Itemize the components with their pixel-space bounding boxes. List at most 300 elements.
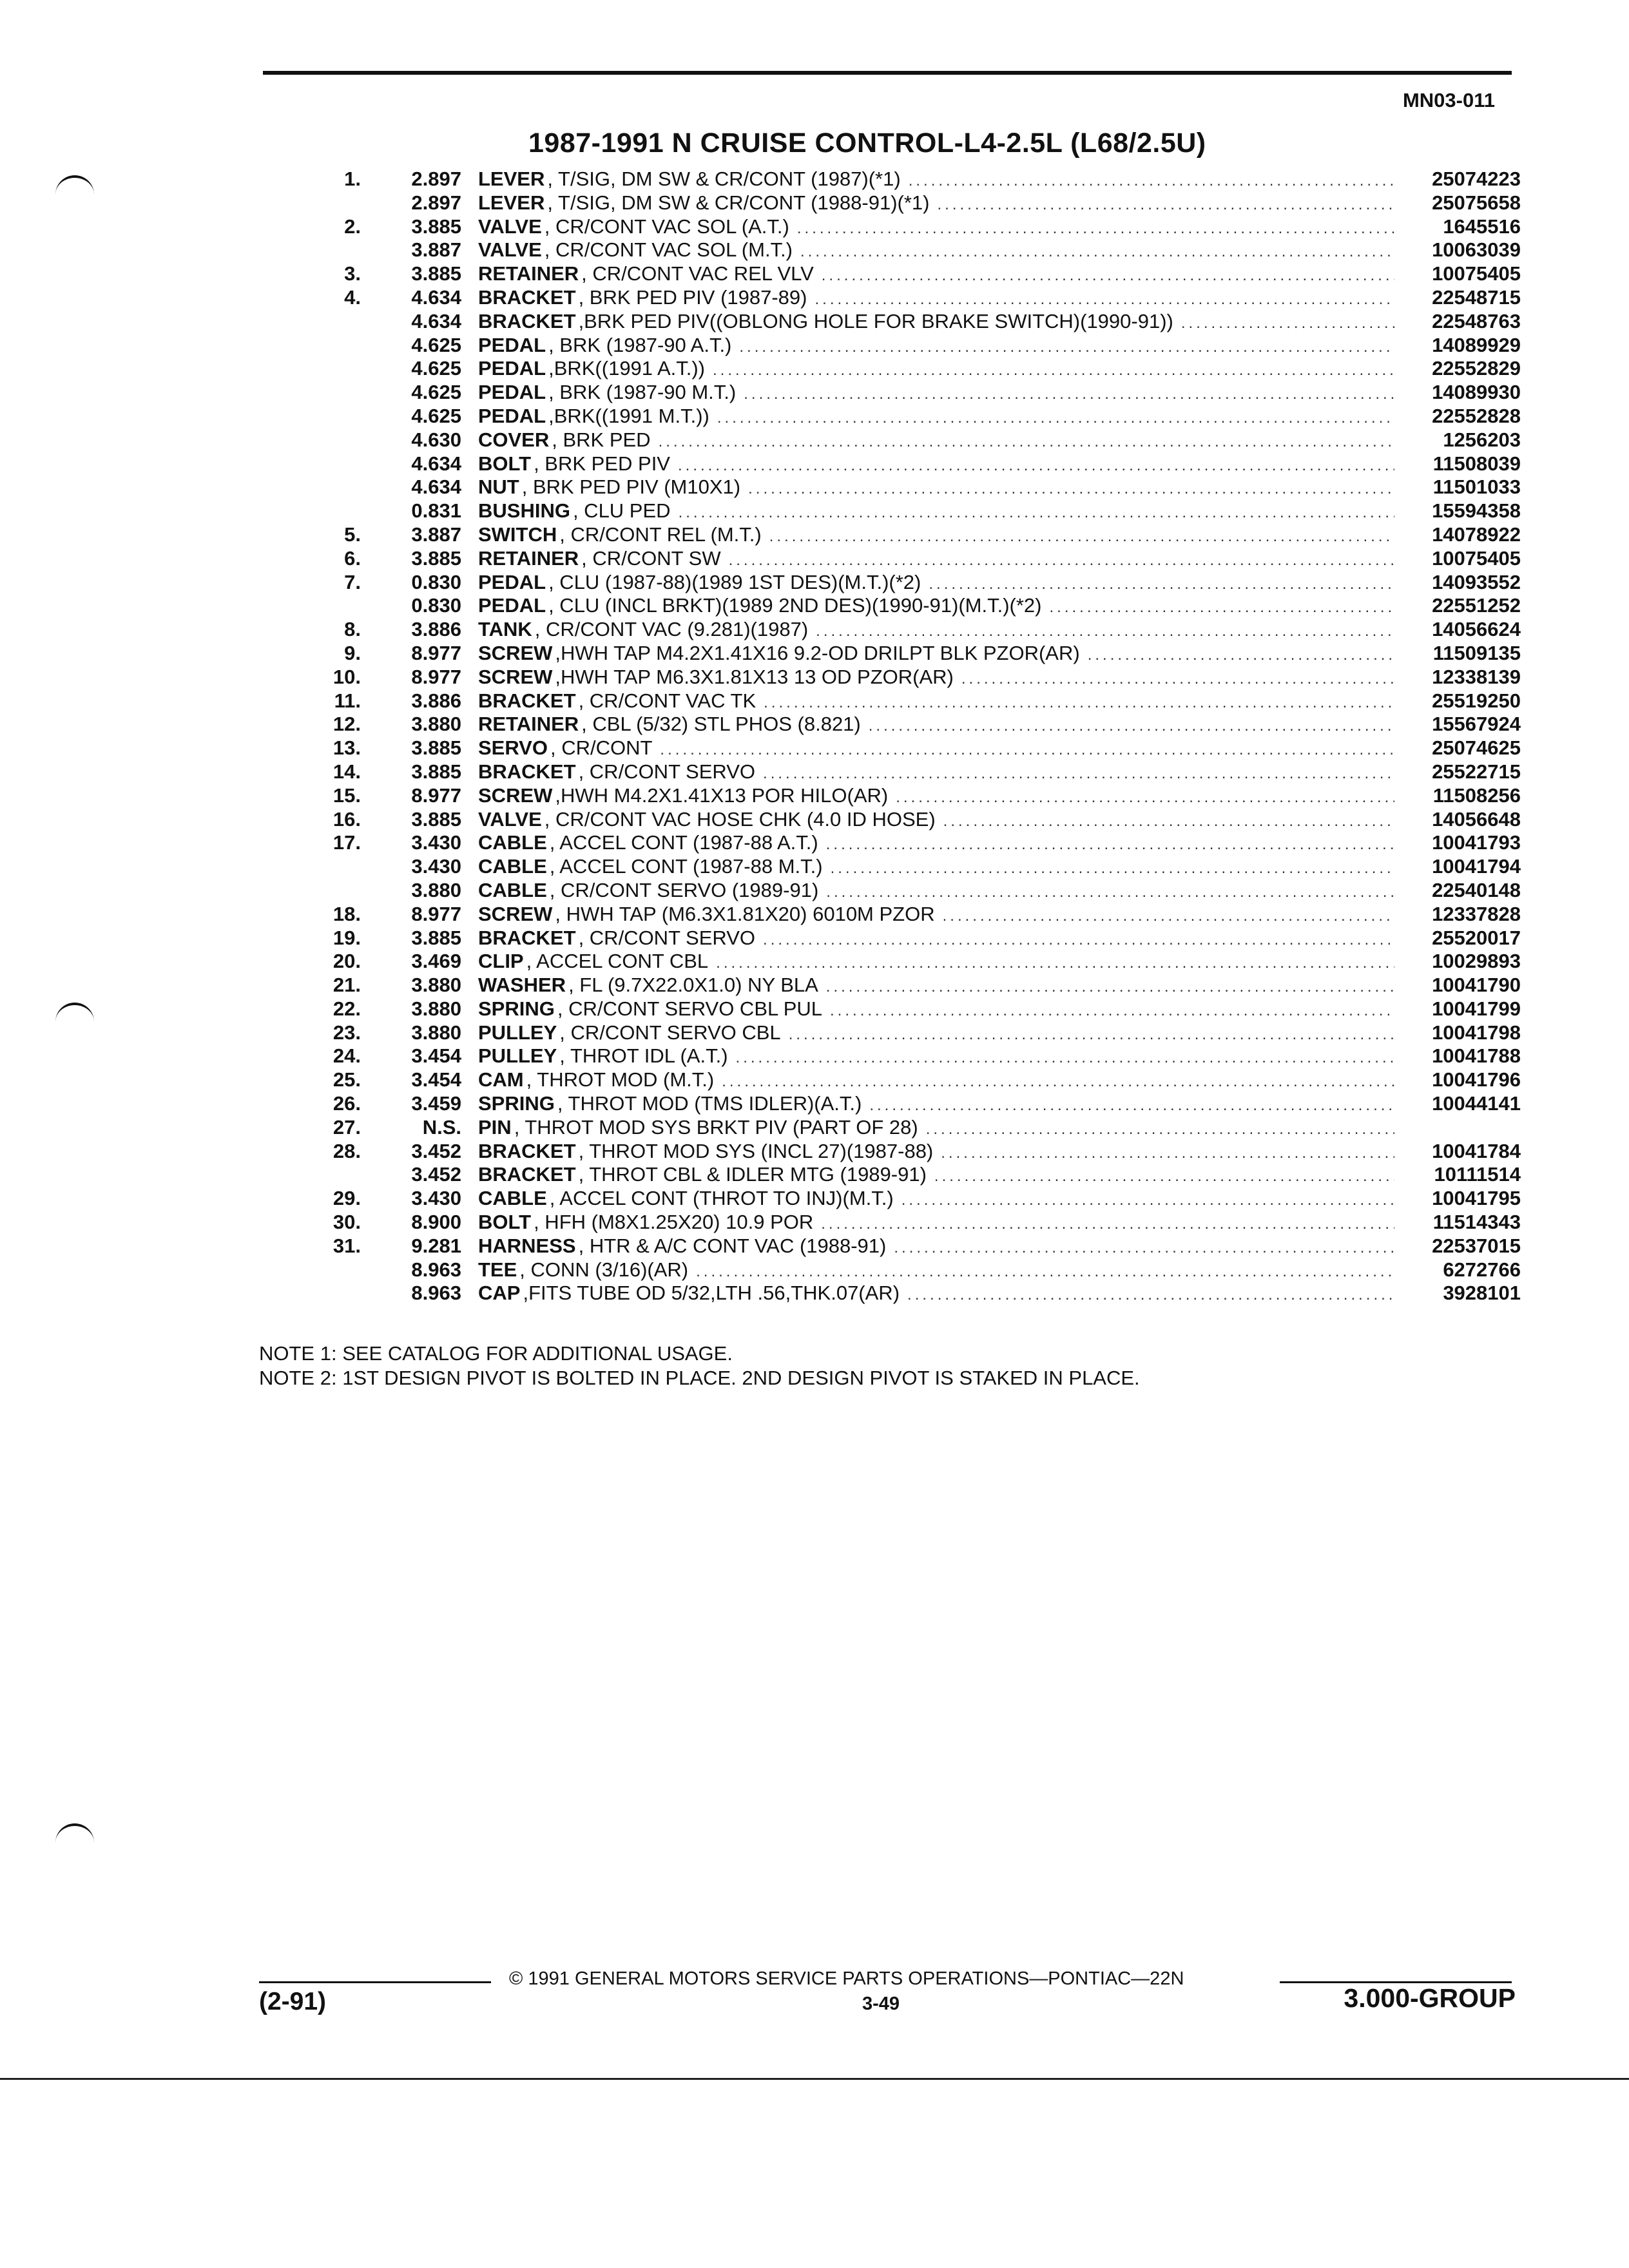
part-detail: , THROT MOD SYS (INCL 27)(1987-88) bbox=[578, 1139, 934, 1162]
group-number: 3.885 bbox=[411, 926, 461, 949]
part-name: VALVE bbox=[478, 238, 542, 262]
part-detail: , CR/CONT bbox=[550, 736, 653, 760]
part-name: RETAINER bbox=[478, 713, 579, 736]
part-name: RETAINER bbox=[478, 546, 579, 570]
part-name: BOLT bbox=[478, 452, 532, 475]
dot-leader bbox=[831, 857, 1394, 881]
dot-leader bbox=[901, 1189, 1394, 1213]
part-name: PEDAL bbox=[478, 594, 546, 617]
part-description bbox=[478, 1116, 1402, 1142]
part-description bbox=[478, 927, 1402, 952]
part-name: SCREW bbox=[478, 902, 553, 925]
part-name: BRACKET bbox=[478, 309, 576, 332]
part-detail: , THROT CBL & IDLER MTG (1989-91) bbox=[578, 1163, 927, 1186]
ref-number: 11. bbox=[334, 689, 361, 712]
dot-leader bbox=[815, 288, 1395, 312]
dot-leader bbox=[816, 620, 1394, 644]
part-detail: ,HWH M4.2X1.41X13 POR HILO(AR) bbox=[555, 783, 889, 807]
part-number: 15594358 bbox=[1432, 499, 1521, 523]
parts-row bbox=[0, 903, 1629, 927]
parts-row bbox=[0, 618, 1629, 642]
part-name: SCREW bbox=[478, 641, 553, 664]
part-description bbox=[478, 1140, 1402, 1166]
part-number: 10111514 bbox=[1434, 1163, 1521, 1186]
dot-leader bbox=[1050, 596, 1395, 620]
ref-number: 1. bbox=[344, 168, 361, 190]
parts-row bbox=[0, 713, 1629, 736]
group-number: 2.897 bbox=[411, 191, 461, 214]
ref-number: 17. bbox=[333, 831, 361, 854]
dot-leader bbox=[797, 217, 1394, 241]
dot-leader bbox=[729, 549, 1394, 573]
part-name: SPRING bbox=[478, 997, 555, 1020]
part-number: 10075405 bbox=[1432, 546, 1521, 570]
group-number: 3.885 bbox=[411, 546, 461, 570]
parts-row bbox=[0, 879, 1629, 903]
dot-leader bbox=[826, 833, 1394, 857]
part-number: 12337828 bbox=[1432, 902, 1521, 925]
parts-row bbox=[0, 1235, 1629, 1258]
part-number: 14056648 bbox=[1432, 807, 1521, 831]
part-name: BRACKET bbox=[478, 1163, 576, 1186]
date-code: (2-91) bbox=[259, 1988, 327, 2015]
part-detail: ,BRK((1991 M.T.)) bbox=[548, 404, 709, 427]
group-number: 0.830 bbox=[411, 594, 461, 617]
dot-leader bbox=[722, 1070, 1394, 1094]
parts-row bbox=[0, 310, 1629, 334]
dot-leader bbox=[894, 1236, 1394, 1260]
part-name: CABLE bbox=[478, 878, 547, 901]
part-name: CAM bbox=[478, 1068, 524, 1091]
part-description bbox=[478, 1163, 1402, 1189]
part-number: 22540148 bbox=[1432, 878, 1521, 901]
group-number: 8.963 bbox=[411, 1282, 461, 1305]
dot-leader bbox=[929, 573, 1394, 597]
parts-row bbox=[0, 1044, 1629, 1068]
ref-number: 26. bbox=[333, 1092, 361, 1115]
ref-number: 12. bbox=[333, 713, 361, 736]
group-number: 4.634 bbox=[411, 452, 461, 475]
part-description bbox=[478, 476, 1402, 501]
part-name: PIN bbox=[478, 1115, 512, 1139]
parts-row bbox=[0, 357, 1629, 381]
part-description bbox=[478, 286, 1402, 312]
part-name: PULLEY bbox=[478, 1044, 557, 1068]
ref-number: 20. bbox=[333, 950, 361, 973]
part-name: BRACKET bbox=[478, 285, 576, 309]
part-number: 1256203 bbox=[1443, 428, 1521, 451]
group-number: 3.885 bbox=[411, 760, 461, 783]
part-description bbox=[478, 1282, 1402, 1307]
part-description bbox=[478, 523, 1402, 549]
part-number: 10041795 bbox=[1432, 1187, 1521, 1210]
part-detail: ,FITS TUBE OD 5/32,LTH .56,THK.07(AR) bbox=[523, 1282, 900, 1305]
part-description bbox=[478, 831, 1402, 857]
bottom-rule bbox=[0, 2078, 1629, 2080]
part-detail: , ACCEL CONT CBL bbox=[526, 950, 709, 973]
part-number: 15567924 bbox=[1432, 713, 1521, 736]
part-description bbox=[478, 760, 1402, 786]
part-detail: , ACCEL CONT (1987-88 A.T.) bbox=[549, 831, 818, 854]
part-number: 22548763 bbox=[1432, 309, 1521, 332]
ref-number: 25. bbox=[333, 1068, 361, 1091]
part-number: 10041793 bbox=[1432, 831, 1521, 854]
parts-row bbox=[0, 381, 1629, 405]
part-name: BRACKET bbox=[478, 926, 576, 949]
part-number: 10041788 bbox=[1432, 1044, 1521, 1068]
part-number: 10029893 bbox=[1432, 950, 1521, 973]
part-detail: ,HWH TAP M4.2X1.41X16 9.2-OD DRILPT BLK PZOR(AR) bbox=[555, 641, 1080, 664]
part-description bbox=[478, 310, 1402, 336]
group-number: 3.452 bbox=[411, 1163, 461, 1186]
part-name: HARNESS bbox=[478, 1234, 576, 1257]
part-description bbox=[478, 571, 1402, 597]
parts-row bbox=[0, 784, 1629, 808]
parts-row bbox=[0, 997, 1629, 1021]
ref-number: 24. bbox=[333, 1044, 361, 1068]
dot-leader bbox=[1181, 312, 1394, 336]
part-detail: ,BRK PED PIV((OBLONG HOLE FOR BRAKE SWITCH)(1990-91)) bbox=[578, 309, 1173, 332]
part-number: 1645516 bbox=[1443, 215, 1521, 238]
group-number: 9.281 bbox=[411, 1234, 461, 1257]
parts-row bbox=[0, 452, 1629, 476]
ref-number: 18. bbox=[333, 902, 361, 925]
part-description bbox=[478, 452, 1402, 478]
dot-leader bbox=[822, 264, 1394, 288]
parts-row bbox=[0, 334, 1629, 358]
part-detail: , T/SIG, DM SW & CR/CONT (1987)(*1) bbox=[547, 168, 901, 190]
part-detail: , CLU (1987-88)(1989 1ST DES)(M.T.)(*2) bbox=[548, 570, 921, 593]
part-name: TEE bbox=[478, 1258, 517, 1281]
parts-row bbox=[0, 523, 1629, 547]
group-number: 2.897 bbox=[411, 168, 461, 190]
ref-number: 13. bbox=[333, 736, 361, 760]
note-2: NOTE 2: 1ST DESIGN PIVOT IS BOLTED IN PLACE. 2ND DESIGN PIVOT IS STAKED IN PLACE. bbox=[259, 1367, 1140, 1389]
part-detail: , CONN (3/16)(AR) bbox=[519, 1258, 689, 1281]
part-name: PEDAL bbox=[478, 357, 546, 380]
part-detail: ,BRK((1991 A.T.)) bbox=[548, 357, 705, 380]
part-description bbox=[478, 997, 1402, 1023]
parts-row bbox=[0, 950, 1629, 974]
group-number: 3.887 bbox=[411, 238, 461, 262]
parts-row bbox=[0, 642, 1629, 666]
group-number: 3.886 bbox=[411, 689, 461, 712]
group-number: 3.885 bbox=[411, 736, 461, 760]
parts-row bbox=[0, 1282, 1629, 1305]
part-description bbox=[478, 499, 1402, 525]
part-name: VALVE bbox=[478, 807, 542, 831]
parts-row bbox=[0, 1092, 1629, 1116]
group-number: 3.430 bbox=[411, 1187, 461, 1210]
part-detail: , CR/CONT VAC SOL (A.T.) bbox=[544, 215, 789, 238]
part-detail: , BRK (1987-90 A.T.) bbox=[548, 333, 732, 356]
part-description bbox=[478, 903, 1402, 928]
group-number: 3.452 bbox=[411, 1139, 461, 1162]
part-number: 25074223 bbox=[1432, 168, 1521, 190]
parts-row bbox=[0, 689, 1629, 713]
part-number: 10041784 bbox=[1432, 1139, 1521, 1162]
dot-leader bbox=[748, 477, 1394, 501]
part-number: 25075658 bbox=[1432, 191, 1521, 214]
parts-row bbox=[0, 736, 1629, 760]
part-description bbox=[478, 1021, 1402, 1047]
group-number: 8.977 bbox=[411, 665, 461, 688]
ref-number: 28. bbox=[333, 1139, 361, 1162]
dot-leader bbox=[763, 928, 1394, 952]
parts-row bbox=[0, 831, 1629, 855]
part-detail: , HWH TAP (M6.3X1.81X20) 6010M PZOR bbox=[555, 902, 935, 925]
part-name: PEDAL bbox=[478, 404, 546, 427]
part-name: CABLE bbox=[478, 855, 547, 878]
group-number: 4.634 bbox=[411, 309, 461, 332]
ref-number: 8. bbox=[344, 618, 361, 641]
parts-row bbox=[0, 571, 1629, 595]
part-detail: , CR/CONT SERVO CBL PUL bbox=[557, 997, 823, 1020]
part-description bbox=[478, 784, 1402, 810]
parts-row bbox=[0, 808, 1629, 832]
dot-leader bbox=[660, 738, 1394, 762]
part-number: 11509135 bbox=[1432, 641, 1521, 664]
ref-number: 31. bbox=[333, 1234, 361, 1257]
part-description bbox=[478, 238, 1402, 264]
part-number: 11508256 bbox=[1432, 783, 1521, 807]
group-number: 3.887 bbox=[411, 523, 461, 546]
dot-leader bbox=[1088, 644, 1394, 668]
group-number: 8.977 bbox=[411, 641, 461, 664]
part-name: CAP bbox=[478, 1282, 521, 1305]
part-number: 14093552 bbox=[1432, 570, 1521, 593]
ref-number: 14. bbox=[333, 760, 361, 783]
dot-leader bbox=[659, 430, 1394, 454]
dot-leader bbox=[943, 905, 1394, 928]
dot-leader bbox=[764, 691, 1394, 715]
part-number: 25519250 bbox=[1432, 689, 1521, 712]
group-number: 3.886 bbox=[411, 618, 461, 641]
parts-row bbox=[0, 476, 1629, 499]
part-name: CABLE bbox=[478, 831, 547, 854]
part-description bbox=[478, 950, 1402, 975]
part-detail: , HFH (M8X1.25X20) 10.9 POR bbox=[534, 1211, 814, 1234]
part-number: 10044141 bbox=[1432, 1092, 1521, 1115]
part-number: 10041799 bbox=[1432, 997, 1521, 1020]
part-number: 22552828 bbox=[1432, 404, 1521, 427]
ref-number: 9. bbox=[344, 641, 361, 664]
part-name: BOLT bbox=[478, 1211, 532, 1234]
part-name: BRACKET bbox=[478, 689, 576, 712]
group-number: N.S. bbox=[422, 1115, 461, 1139]
ref-number: 22. bbox=[333, 997, 361, 1020]
group-number: 3.880 bbox=[411, 974, 461, 997]
part-description bbox=[478, 666, 1402, 691]
part-number: 10041794 bbox=[1432, 855, 1521, 878]
group-number: 4.625 bbox=[411, 404, 461, 427]
parts-row bbox=[0, 215, 1629, 239]
part-detail: , BRK PED PIV (M10X1) bbox=[521, 476, 741, 499]
copyright-text: © 1991 GENERAL MOTORS SERVICE PARTS OPERATIONS—PONTIAC—22N bbox=[509, 1968, 1184, 1989]
part-name: LEVER bbox=[478, 168, 545, 190]
part-name: SPRING bbox=[478, 1092, 555, 1115]
group-number: 3.885 bbox=[411, 807, 461, 831]
part-detail: , BRK (1987-90 M.T.) bbox=[548, 381, 737, 404]
part-name: SCREW bbox=[478, 665, 553, 688]
part-number: 11508039 bbox=[1432, 452, 1521, 475]
part-detail: , CR/CONT VAC REL VLV bbox=[581, 262, 814, 285]
dot-leader bbox=[789, 1023, 1394, 1047]
ref-number: 23. bbox=[333, 1021, 361, 1044]
part-name: CABLE bbox=[478, 1187, 547, 1210]
parts-row bbox=[0, 1116, 1629, 1140]
dot-leader bbox=[713, 359, 1394, 383]
ref-number: 27. bbox=[333, 1115, 361, 1139]
part-name: PEDAL bbox=[478, 333, 546, 356]
page-number: 3-49 bbox=[862, 1994, 900, 2014]
group-number: 3.880 bbox=[411, 1021, 461, 1044]
dot-leader bbox=[896, 786, 1394, 810]
part-number: 25522715 bbox=[1432, 760, 1521, 783]
parts-row bbox=[0, 1140, 1629, 1164]
dot-leader bbox=[938, 193, 1395, 217]
dot-leader bbox=[869, 1094, 1394, 1118]
dot-leader bbox=[869, 715, 1394, 738]
ref-number: 6. bbox=[344, 546, 361, 570]
part-detail: , THROT IDL (A.T.) bbox=[559, 1044, 728, 1068]
part-detail: , FL (9.7X22.0X1.0) NY BLA bbox=[568, 974, 818, 997]
part-name: BUSHING bbox=[478, 499, 570, 523]
part-name: LEVER bbox=[478, 191, 545, 214]
dot-leader bbox=[821, 1213, 1394, 1236]
dot-leader bbox=[736, 1046, 1394, 1070]
part-number: 6272766 bbox=[1443, 1258, 1521, 1281]
part-description bbox=[478, 713, 1402, 738]
part-description bbox=[478, 1187, 1402, 1213]
part-detail: , ACCEL CONT (THROT TO INJ)(M.T.) bbox=[549, 1187, 894, 1210]
part-description bbox=[478, 1235, 1402, 1260]
part-name: PEDAL bbox=[478, 381, 546, 404]
part-description bbox=[478, 1092, 1402, 1118]
part-detail: , CR/CONT VAC (9.281)(1987) bbox=[534, 618, 809, 641]
dot-leader bbox=[909, 169, 1394, 193]
parts-row bbox=[0, 1211, 1629, 1235]
part-description bbox=[478, 1258, 1402, 1284]
dot-leader bbox=[926, 1118, 1394, 1142]
dot-leader bbox=[716, 952, 1394, 975]
part-description bbox=[478, 1211, 1402, 1236]
dot-leader bbox=[943, 810, 1394, 834]
part-description bbox=[478, 974, 1402, 999]
group-number: 3.880 bbox=[411, 997, 461, 1020]
parts-row bbox=[0, 927, 1629, 950]
parts-row bbox=[0, 594, 1629, 618]
part-number: 12338139 bbox=[1432, 665, 1521, 688]
ref-number: 29. bbox=[333, 1187, 361, 1210]
part-description bbox=[478, 855, 1402, 881]
part-detail: , BRK PED bbox=[552, 428, 651, 451]
part-number: 14056624 bbox=[1432, 618, 1521, 641]
parts-row bbox=[0, 1163, 1629, 1187]
part-name: WASHER bbox=[478, 974, 566, 997]
part-number: 14089929 bbox=[1432, 333, 1521, 356]
parts-row bbox=[0, 1068, 1629, 1092]
dot-leader bbox=[696, 1260, 1394, 1284]
parts-row bbox=[0, 262, 1629, 286]
ref-number: 2. bbox=[344, 215, 361, 238]
part-description bbox=[478, 191, 1402, 217]
part-number: 22548715 bbox=[1432, 285, 1521, 309]
part-description bbox=[478, 689, 1402, 715]
footer-rule-left bbox=[259, 1981, 491, 1983]
part-detail: , CR/CONT SERVO bbox=[578, 926, 756, 949]
dot-leader bbox=[961, 668, 1394, 691]
part-detail: , HTR & A/C CONT VAC (1988-91) bbox=[578, 1234, 887, 1257]
group-number: 8.963 bbox=[411, 1258, 461, 1281]
document-code: MN03-011 bbox=[1402, 89, 1495, 111]
dot-leader bbox=[679, 501, 1394, 525]
group-number: 3.469 bbox=[411, 950, 461, 973]
part-number: 25520017 bbox=[1432, 926, 1521, 949]
part-description bbox=[478, 1044, 1402, 1070]
part-name: NUT bbox=[478, 476, 519, 499]
group-number: 3.430 bbox=[411, 831, 461, 854]
group-number: 4.634 bbox=[411, 476, 461, 499]
part-detail: , CR/CONT SW bbox=[581, 546, 721, 570]
parts-row bbox=[0, 547, 1629, 571]
parts-row bbox=[0, 428, 1629, 452]
part-description bbox=[478, 879, 1402, 905]
part-number: 14089930 bbox=[1432, 381, 1521, 404]
part-description bbox=[478, 405, 1402, 430]
part-description bbox=[478, 334, 1402, 360]
group-number: 3.880 bbox=[411, 878, 461, 901]
dot-leader bbox=[739, 336, 1394, 360]
part-detail: , CR/CONT VAC SOL (M.T.) bbox=[544, 238, 793, 262]
group-number: 3.454 bbox=[411, 1068, 461, 1091]
part-detail: , CLU (INCL BRKT)(1989 2ND DES)(1990-91)(M.T.)(*2) bbox=[548, 594, 1042, 617]
group-number: 3.885 bbox=[411, 215, 461, 238]
part-detail: , THROT MOD (M.T.) bbox=[526, 1068, 715, 1091]
part-detail: , BRK PED PIV bbox=[534, 452, 670, 475]
part-description bbox=[478, 808, 1402, 834]
part-detail: , CR/CONT SERVO CBL bbox=[559, 1021, 781, 1044]
ref-number: 21. bbox=[333, 974, 361, 997]
part-description bbox=[478, 547, 1402, 573]
dot-leader bbox=[763, 762, 1394, 786]
part-name: RETAINER bbox=[478, 262, 579, 285]
part-description bbox=[478, 381, 1402, 407]
part-number: 3928101 bbox=[1443, 1282, 1521, 1305]
part-description bbox=[478, 262, 1402, 288]
parts-row bbox=[0, 168, 1629, 191]
parts-row bbox=[0, 855, 1629, 879]
part-name: BRACKET bbox=[478, 1139, 576, 1162]
parts-row bbox=[0, 286, 1629, 310]
dot-leader bbox=[717, 407, 1394, 430]
parts-row bbox=[0, 974, 1629, 997]
dot-leader bbox=[800, 240, 1394, 264]
part-description bbox=[478, 642, 1402, 668]
part-description bbox=[478, 357, 1402, 383]
part-detail: , CR/CONT VAC HOSE CHK (4.0 ID HOSE) bbox=[544, 807, 936, 831]
part-name: VALVE bbox=[478, 215, 542, 238]
part-name: SCREW bbox=[478, 783, 553, 807]
group-number: 8.900 bbox=[411, 1211, 461, 1234]
top-rule bbox=[263, 71, 1512, 75]
dot-leader bbox=[941, 1142, 1394, 1166]
part-number: 22537015 bbox=[1432, 1234, 1521, 1257]
part-number: 11501033 bbox=[1432, 476, 1521, 499]
group-number: 8.977 bbox=[411, 902, 461, 925]
ref-number: 15. bbox=[333, 783, 361, 807]
ref-number: 7. bbox=[344, 570, 361, 593]
